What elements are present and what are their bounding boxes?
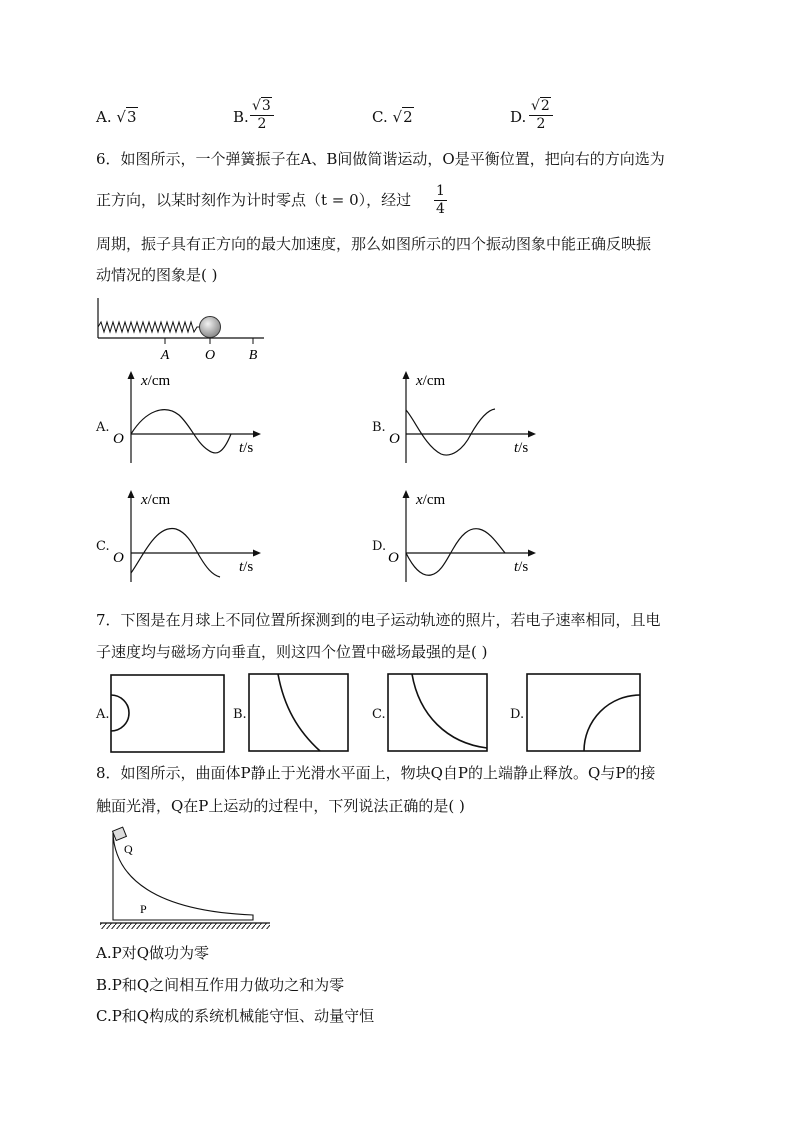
q8-option-b: B.P和Q之间相互作用力做功之和为零 [96,976,345,994]
origin-label: O [113,550,124,566]
graph-a [108,368,273,468]
svg-text:x/cm: x/cm [416,373,446,389]
y-arrow [128,371,135,379]
q7-line2: 子速度均与磁场方向垂直，则这四个位置中磁场最强的是( ) [96,643,488,661]
x-arrow [253,550,261,557]
q5-option-b-fraction: $\frac{√3}{2}$ [250,98,274,133]
label-a: A [160,348,170,363]
graph-a-option: A. [96,420,110,435]
q5-option-a [96,110,138,125]
q5-option-b-label: B. [233,108,249,126]
svg-text:t/s: t/s [514,440,529,456]
x-arrow [528,431,536,438]
trajectory-box-d [526,673,642,753]
q5-option-d-fraction: $\frac{√2}{2}$ [529,98,553,133]
svg-text:t/s: t/s [514,559,529,575]
ground-hatch [100,923,270,929]
x-arrow [528,550,536,557]
label-q: Q [124,842,133,856]
q7-option-d: D. [510,707,525,722]
trajectory-box-b [248,673,350,753]
q7-option-b: B. [233,707,247,722]
graph-d [383,487,548,587]
x-arrow [253,431,261,438]
q8-option-a: A.P对Q做功为零 [96,944,209,962]
y-arrow [403,371,410,379]
curved-block-p [113,833,253,920]
graph-b-curve [406,409,495,455]
graph-a-curve [131,410,231,453]
graph-d-option: D. [372,539,387,554]
q7-option-c: C. [372,707,386,722]
block-q [112,827,126,840]
graph-d-curve [406,529,505,576]
y-arrow [403,490,410,498]
x-label: t/s [239,440,254,456]
trajectory-box-a [110,674,226,754]
svg-text:t/s: t/s [239,559,254,575]
option-label: A. [96,108,112,126]
label-p: P [140,902,147,916]
graph-c-option: C. [96,539,110,554]
label-o: O [204,348,216,363]
q6-line1: 6．如图所示，一个弹簧振子在A、B间做简谐运动，O是平衡位置，把向右的方向选为 [96,150,665,168]
q6-line3: 周期，振子具有正方向的最大加速度，那么如图所示的四个振动图象中能正确反映振 [96,235,652,253]
q5-option-c: C. √2 [372,108,413,126]
graph-b-option: B. [372,420,386,435]
q6-quarter-fraction: $\frac{1}{4}$ [436,183,445,217]
svg-text:x/cm: x/cm [416,492,446,508]
q6-line2: 正方向，以某时刻作为计时零点（t = 0），经过 [96,191,412,209]
graph-b [383,368,548,468]
q8-line2: 触面光滑，Q在P上运动的过程中，下列说法正确的是( ) [96,797,465,815]
q7-option-a: A. [96,707,110,722]
svg-text:x/cm: x/cm [141,492,171,508]
origin-label: O [388,550,399,566]
origin-label: O [389,431,400,447]
label-b: B [248,348,258,363]
graph-c [108,487,273,587]
q8-line1: 8．如图所示，曲面体P静止于光滑水平面上，物块Q自P的上端静止释放。Q与P的接 [96,764,656,782]
sqrt-3: √3 [116,108,137,126]
curved-block-figure [100,823,275,935]
y-label: x/cm [141,373,171,389]
origin-label: O [113,431,124,447]
spring [98,322,200,332]
q6-line4: 动情况的图象是( ) [96,266,218,284]
oscillator-ball [200,317,221,338]
y-arrow [128,490,135,498]
spring-oscillator-figure [92,294,272,366]
q8-option-c: C.P和Q构成的系统机械能守恒、动量守恒 [96,1007,375,1025]
trajectory-box-c [387,673,489,753]
q5-option-d-label: D. [510,108,527,126]
q7-line1: 7．下图是在月球上不同位置所探测到的电子运动轨迹的照片，若电子速率相同，且电 [96,611,661,629]
